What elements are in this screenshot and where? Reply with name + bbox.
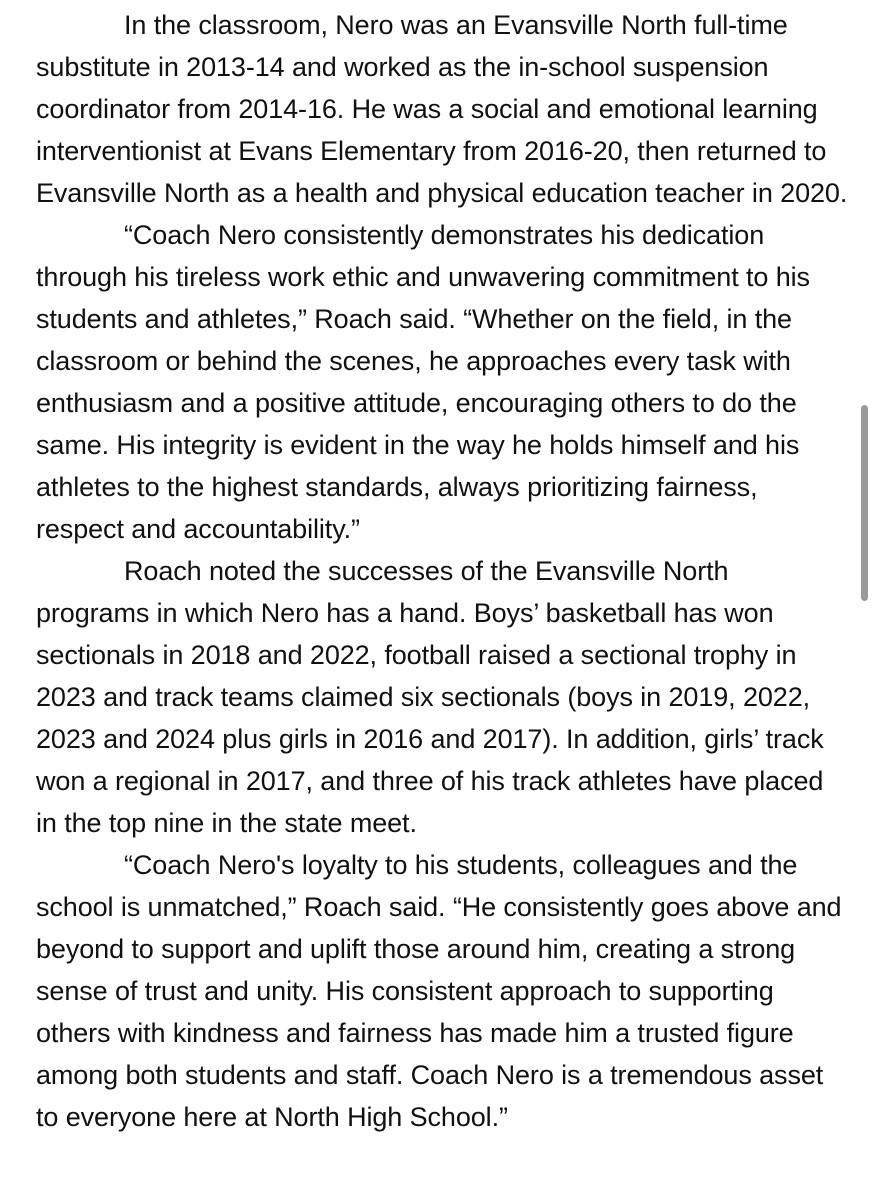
scrollbar-thumb[interactable] [861,405,868,601]
paragraph-quote-dedication: “Coach Nero consistently demonstrates his dedication through his tireless work ethic and unwavering commitment to his students and athletes,” Roach said. “Whether on the field, in the classroom or behind the scenes, he approaches every task with enthusiasm and a positive attitude, encouraging others to do the same. His integrity is evident in the way he holds himself and his athletes to the highest standards, always prioritizing fairness, respect and accountability.” [36,220,810,544]
paragraph-program-successes: Roach noted the successes of the Evansville North programs in which Nero has a hand. Boys’ basketball has won sectionals in 2018 and 2022, football raised a sectional trophy in 2023 and track teams claimed six sectionals (boys in 2019, 2022, 2023 and 2024 plus girls in 2016 and 2017). In addition, girls’ track won a regional in 2017, and three of his track athletes have placed in the top nine in the state meet. [36,556,824,838]
vertical-scrollbar[interactable] [861,0,869,1200]
article-body [36,4,848,1138]
paragraph-career: In the classroom, Nero was an Evansville North full-time substitute in 2013-14 and worked as the in-school suspension coordinator from 2014-16. He was a social and emotional learning interventionist at Evans Elementary from 2016-20, then returned to Evansville North as a health and physical education teacher in 2020. [36,10,848,208]
paragraph-quote-loyalty: “Coach Nero's loyalty to his students, colleagues and the school is unmatched,” Roach said. “He consistently goes above and beyond to support and uplift those around him, creating a strong sense of trust and unity. His consistent approach to supporting others with kindness and fairness has made him a trusted figure among both students and staff. Coach Nero is a tremendous asset to everyone here at North High School.” [36,850,842,1132]
